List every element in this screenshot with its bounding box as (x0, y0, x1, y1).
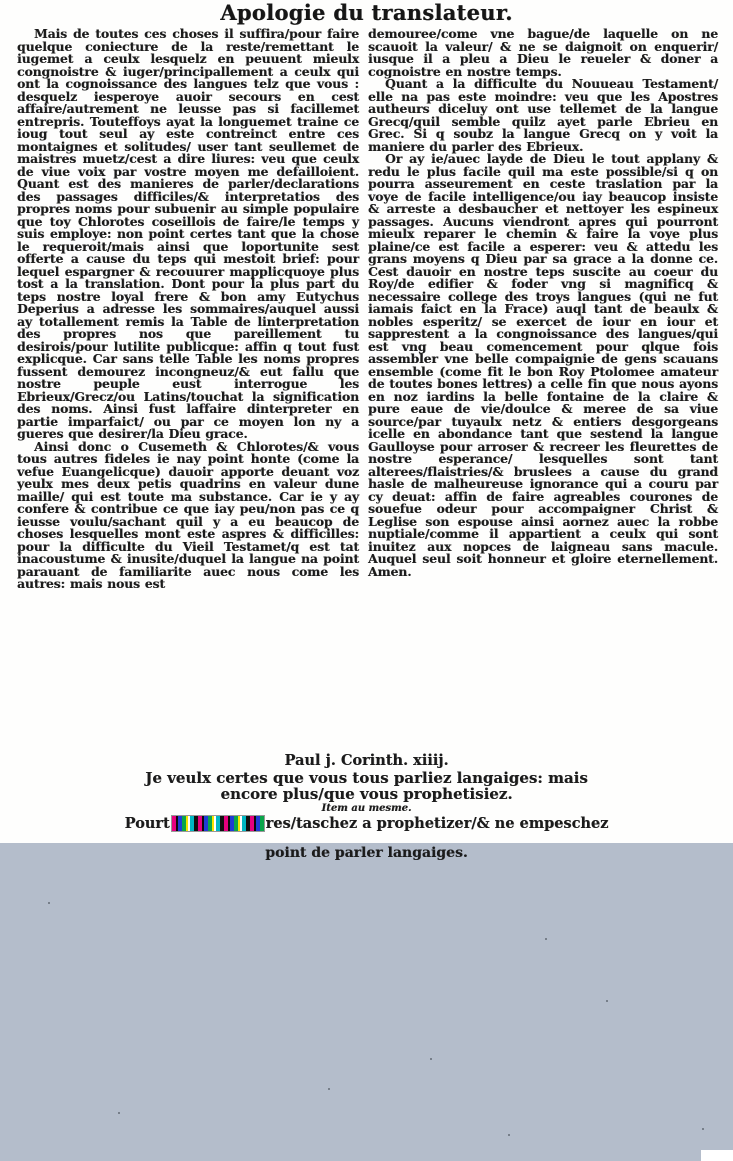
left-paragraph-2: Ainsi donc o Cusemeth & Chlorotes/& vous tous autres fideles ie nay point honte (come la vefue Euangelicque) dauoir apporte deuant voz yeulx mes deux petis quadrins en valeur dune maille/ qui est toute ma substance. Car ie y ay confere & contribue ce que iay peu/non pas ce q ieusse voulu/sachant quil y a eu beaucop de choses lesquelles mont este aspres & difficilles: pour la difficulte du Vieil Testamet/q est tat inacoustume & inusite/duquel la langue na point parauant de familiarite auec nous come les autres: mais nous est (17, 438, 359, 591)
scripture-reference: Paul j. Corinth. xiiij. (284, 752, 449, 769)
left-paragraph-1: Mais de toutes ces choses il suffira/pour faire quelque coniecture de la reste/remettant le iugemet a ceulx lesquelz en peuuent mieulx congnoistre & iuger/principallement a ceulx qui ont la cognoissance des langues telz que vous : desquelz iesperoye auoir secours en cest affaire/autrement ne leusse pas si facillemet entrepris. Touteffoys ayat la longuemet traine ce ioug tout seul ay este contreinct entre ces montaignes et solitudes/ user tant seullemet de maistres muetz/cest a dire liures: veu que ceulx de viue voix par vostre moyen me defailloient. Quant est des manieres de parler/declarations des passages difficiles/& interpretatios des propres noms pour subuenir au simple populaire que toy Chlorotes coseillois de faire/le temps y suis employe: non point certes tant que la chose le requeroit/mais ainsi que loportunite sest offerte a cause du teps qui mestoit brief: pour lequel espargner & recouurer mapplicquoye plus tost a la translation. Dont pour la plus part du teps nostre loyal frere & bon amy Eutychus Deperius a adresse les sommaires/auquel aussi ay totallement remis la Table de linterpretation des propres nos que pareillement tu desirois/pour lutilite publicque: affin q tout fust explicque. Car sans telle Table les noms propres fussent demourez incongneuz/& eut fallu que nostre peuple eust interrogue les Ebrieux/Grecz/ou Latins/touchat la signification des noms. Ainsi fust laffaire dinterpreter en partie imparfaict/ ou par ce moyen lon ny a gueres que desirer/la Dieu grace. (17, 26, 359, 441)
right-paragraph-2: Quant a la difficulte du Nouueau Testament/ elle na pas este moindre: veu que les Apostres autheurs diceluy ont use tellemet de la langue Grecq/quil semble quilz ayet parle Ebrieu en Grec. Si q soubz la langue Grecq on y voit la maniere du parler des Ebrieux. (368, 76, 718, 154)
dust-speck (118, 1112, 120, 1114)
verse2-suffix: res/taschez a prophetizer/& ne empeschez (265, 815, 609, 832)
left-column (17, 28, 359, 591)
page-title: Apologie du translateur. (220, 0, 513, 25)
verse-line-2: encore plus/que vous prophetisiez. (220, 785, 513, 803)
right-paragraph-3: Or ay ie/auec layde de Dieu le tout applany & redu le plus facile quil ma este possible/si q on pourra asseurement en ceste traslation par la voye de facile intelligence/ou iay beaucop insiste & arreste a desbaucher et nettoyer les espineux passages. Aucuns viendront apres qui pourront mieulx reparer le chemin & faire la voye plus plaine/ce est facile a esperer: veu & attedu les grans moyens q Dieu par sa grace a la donne ce. Cest dauoir en nostre teps suscite au coeur du Roy/de edifier & foder vng si magnificq & necessaire college des troys langues (qui ne fut iamais faict en la Frace) auql tant de beaulx & nobles esperitz/ se exercet de iour en iour et sapprestent a la congnoissance des langues/qui est vng beau comencement pour qlque fois assembler vne belle compaignie de gens scauans ensemble (come fit le bon Roy Ptolomee amateur de toutes bones lettres) a celle fin que nous ayons en noz iardins la belle fontaine de la claire & pure eaue de vie/doulce & meree de sa viue source/par tuyaulx netz & entiers desgorgeans icelle en abondance tant que sestend la langue Gaulloyse pour arroser & recreer les fleurettes de nostre esperance/ lesquelles sont tant alterees/flaistries/& bruslees a cause du grand hasle de malheureuse ignorance qui a couru par cy deuat: affin de faire agreables courones de souefue odeur pour accompaigner Christ & Leglise son espouse ainsi aornez auec la robbe nuptiale/comme il appartient a ceulx qui sont inuitez aux nopces de laigneau sans macule. Auquel seul soit honneur et gloire eternellement. Amen. (368, 151, 718, 579)
dust-speck (702, 1128, 704, 1130)
dust-speck (328, 1088, 330, 1090)
corruption-artifact (172, 816, 264, 831)
dust-speck (48, 902, 50, 904)
right-column (368, 28, 718, 591)
sub-reference: Item au mesme. (321, 803, 412, 814)
dust-speck (606, 1000, 608, 1002)
verse2-line-1 (0, 815, 733, 832)
scan-corner-notch (701, 1150, 733, 1161)
text-columns (17, 28, 718, 591)
dust-speck (508, 1134, 510, 1136)
verse2-line-2: point de parler langaiges. (265, 845, 468, 861)
verse-line-1: Je veulx certes que vous tous parliez langaiges: mais (145, 769, 588, 787)
dust-speck (430, 1058, 432, 1060)
right-paragraph-1: demouree/come vne bague/de laquelle on ne scauoit la valeur/ & ne se daignoit on enquerir/ iusque il a pleu a Dieu le reueler & doner a cognoistre en nostre temps. (368, 26, 718, 79)
verse2-prefix: Pourt (124, 815, 170, 832)
dust-speck (545, 938, 547, 940)
scan-background-band (0, 843, 733, 1161)
